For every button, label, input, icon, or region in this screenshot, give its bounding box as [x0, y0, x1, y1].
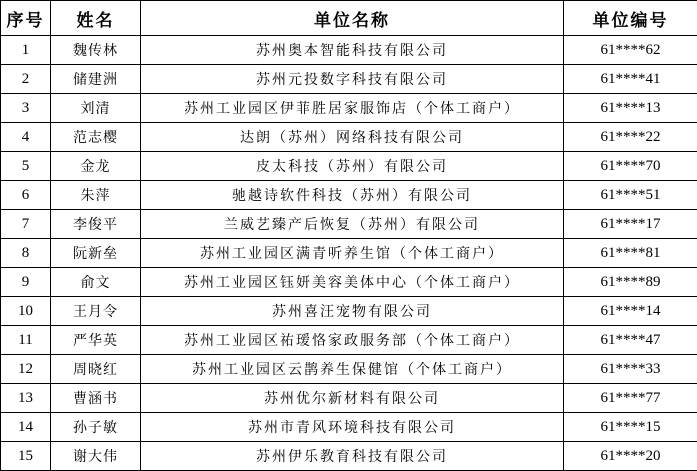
cell-org: 驰越诗软件科技（苏州）有限公司 — [141, 181, 564, 210]
cell-no: 2 — [1, 65, 51, 94]
cell-org: 苏州工业园区钰妍美容美体中心（个体工商户） — [141, 268, 564, 297]
cell-code: 61****47 — [564, 326, 697, 355]
cell-name: 阮新垒 — [51, 239, 141, 268]
table-row — [1, 268, 697, 297]
cell-org: 苏州伊乐教育科技有限公司 — [141, 442, 564, 471]
cell-no: 9 — [1, 268, 51, 297]
table-row — [1, 94, 697, 123]
table-row — [1, 65, 697, 94]
cell-org: 苏州优尔新材料有限公司 — [141, 384, 564, 413]
cell-no: 6 — [1, 181, 51, 210]
header-org: 单位名称 — [141, 1, 564, 36]
cell-code: 61****15 — [564, 413, 697, 442]
cell-code: 61****51 — [564, 181, 697, 210]
cell-no: 14 — [1, 413, 51, 442]
cell-no: 11 — [1, 326, 51, 355]
cell-org: 苏州喜汪宠物有限公司 — [141, 297, 564, 326]
table-row — [1, 123, 697, 152]
cell-name: 严华英 — [51, 326, 141, 355]
cell-org: 苏州工业园区伊菲胜居家服饰店（个体工商户） — [141, 94, 564, 123]
cell-code: 61****62 — [564, 36, 697, 65]
cell-code: 61****13 — [564, 94, 697, 123]
cell-org: 苏州元投数字科技有限公司 — [141, 65, 564, 94]
cell-name: 周晓红 — [51, 355, 141, 384]
cell-org: 苏州奥本智能科技有限公司 — [141, 36, 564, 65]
cell-org: 苏州市青风环境科技有限公司 — [141, 413, 564, 442]
cell-no: 7 — [1, 210, 51, 239]
table-row — [1, 152, 697, 181]
cell-no: 3 — [1, 94, 51, 123]
cell-no: 12 — [1, 355, 51, 384]
cell-name: 储建洲 — [51, 65, 141, 94]
cell-org: 兰威艺臻产后恢复（苏州）有限公司 — [141, 210, 564, 239]
cell-no: 15 — [1, 442, 51, 471]
table-row — [1, 413, 697, 442]
cell-code: 61****81 — [564, 239, 697, 268]
cell-name: 谢大伟 — [51, 442, 141, 471]
cell-org: 苏州工业园区祐瑷恪家政服务部（个体工商户） — [141, 326, 564, 355]
table-row — [1, 384, 697, 413]
cell-code: 61****41 — [564, 65, 697, 94]
cell-name: 魏传林 — [51, 36, 141, 65]
cell-code: 61****33 — [564, 355, 697, 384]
table-row — [1, 355, 697, 384]
cell-name: 王月令 — [51, 297, 141, 326]
cell-no: 5 — [1, 152, 51, 181]
cell-org: 苏州工业园区满青听养生馆（个体工商户） — [141, 239, 564, 268]
cell-name: 李俊平 — [51, 210, 141, 239]
cell-code: 61****20 — [564, 442, 697, 471]
header-no: 序号 — [1, 1, 51, 36]
cell-name: 孙子敏 — [51, 413, 141, 442]
cell-code: 61****17 — [564, 210, 697, 239]
cell-no: 10 — [1, 297, 51, 326]
table-row — [1, 36, 697, 65]
table-body — [1, 36, 697, 471]
cell-org: 达朗（苏州）网络科技有限公司 — [141, 123, 564, 152]
cell-no: 13 — [1, 384, 51, 413]
cell-code: 61****89 — [564, 268, 697, 297]
cell-no: 4 — [1, 123, 51, 152]
cell-name: 俞文 — [51, 268, 141, 297]
table-row — [1, 181, 697, 210]
table-row — [1, 210, 697, 239]
cell-name: 范志樱 — [51, 123, 141, 152]
cell-code: 61****70 — [564, 152, 697, 181]
cell-no: 1 — [1, 36, 51, 65]
header-code: 单位编号 — [564, 1, 697, 36]
header-name: 姓名 — [51, 1, 141, 36]
cell-code: 61****77 — [564, 384, 697, 413]
cell-name: 曹涵书 — [51, 384, 141, 413]
cell-org: 苏州工业园区云鹊养生保健馆（个体工商户） — [141, 355, 564, 384]
table-row — [1, 239, 697, 268]
cell-code: 61****14 — [564, 297, 697, 326]
cell-name: 金龙 — [51, 152, 141, 181]
cell-name: 朱萍 — [51, 181, 141, 210]
table-row — [1, 297, 697, 326]
cell-no: 8 — [1, 239, 51, 268]
cell-org: 皮太科技（苏州）有限公司 — [141, 152, 564, 181]
table-row — [1, 442, 697, 471]
header-row — [1, 1, 697, 36]
cell-code: 61****22 — [564, 123, 697, 152]
table-row — [1, 326, 697, 355]
cell-name: 刘清 — [51, 94, 141, 123]
